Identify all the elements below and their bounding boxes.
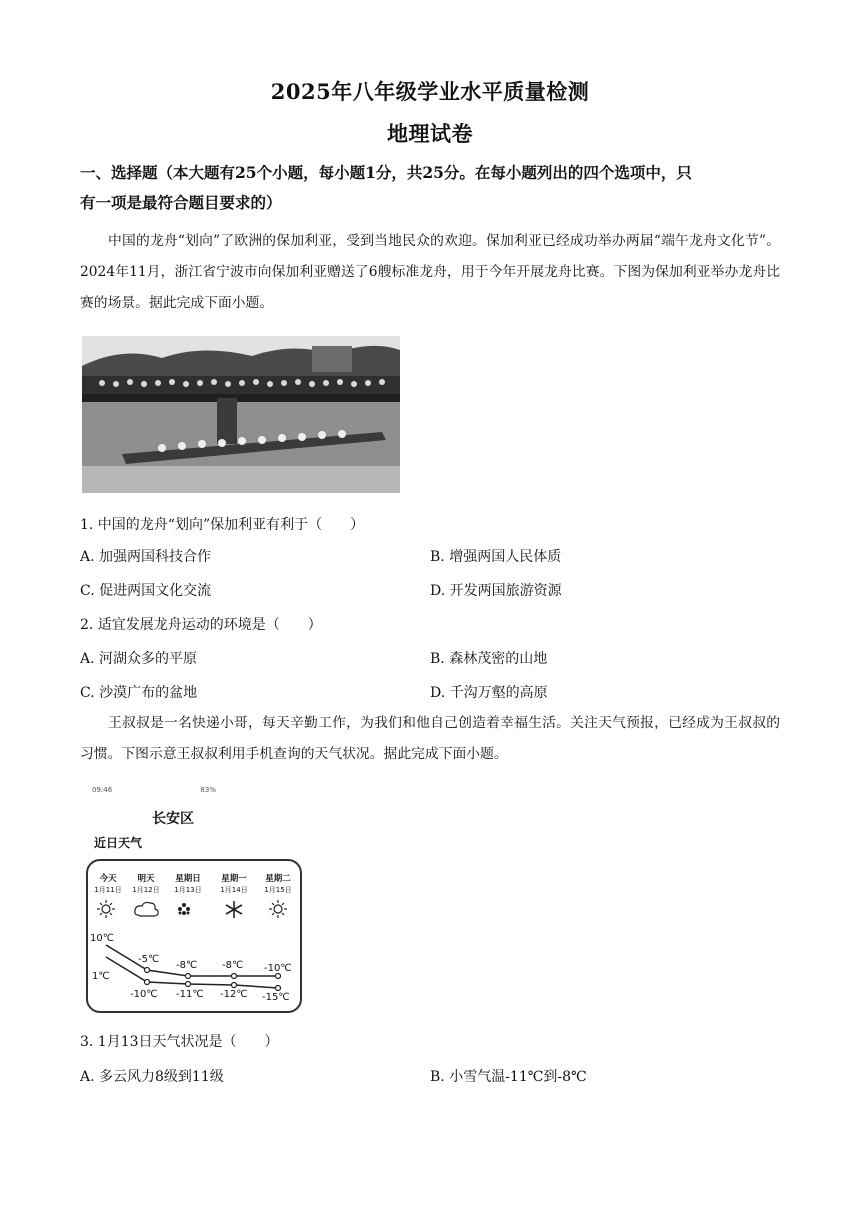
high-temp-point (232, 974, 237, 979)
weather-forecast-card (86, 859, 302, 1013)
light-snow-icon (178, 903, 190, 915)
phone-weather-screenshot (82, 786, 304, 1018)
high-temp-label: 10℃ (90, 933, 114, 944)
low-temp-point (186, 982, 191, 987)
question-3-option-b[interactable]: B. 小雪气温-11℃到-8℃ (430, 1069, 587, 1085)
question-2-option-c[interactable]: C. 沙漠广布的盆地 (80, 685, 198, 701)
section-heading (80, 158, 780, 218)
dragon-boat-photo (82, 336, 400, 493)
day-date: 1月12日 (132, 886, 160, 894)
sun-icon (269, 900, 287, 918)
sun-icon (97, 900, 115, 918)
high-temp-point (276, 974, 281, 979)
status-time: 09:46 (92, 786, 113, 794)
high-temp-label: -8℃ (222, 960, 244, 971)
question-1-option-b[interactable]: B. 增强两国人民体质 (430, 549, 562, 565)
high-temp-label: -5℃ (138, 954, 160, 965)
low-temp-point (232, 983, 237, 988)
exam-title: 2025年八年级学业水平质量检测 (270, 79, 590, 104)
day-date: 1月14日 (220, 886, 248, 894)
day-name: 星期二 (265, 874, 291, 884)
day-date: 1月15日 (264, 886, 292, 894)
high-temp-point (186, 974, 191, 979)
status-battery: 83% (200, 786, 216, 794)
low-temp-label: -12℃ (220, 989, 248, 1000)
section-heading-line2: 有一项是最符合题目要求的） (80, 193, 282, 212)
high-temp-label: -8℃ (176, 960, 198, 971)
low-temp-label: -11℃ (176, 989, 204, 1000)
question-1-option-a[interactable]: A. 加强两国科技合作 (80, 549, 212, 565)
weather-city: 长安区 (152, 811, 194, 827)
question-3-option-a[interactable]: A. 多云风力8级到11级 (80, 1069, 224, 1085)
question-1-stem: 1. 中国的龙舟“划向”保加利亚有利于（ ） (80, 517, 365, 533)
phone-status-bar (92, 786, 216, 794)
day-date: 1月13日 (174, 886, 202, 894)
high-temp-label: -10℃ (264, 963, 292, 974)
weather-section-title: 近日天气 (94, 836, 143, 850)
cloud-icon (135, 902, 158, 916)
high-temp-point (145, 968, 150, 973)
question-2-stem: 2. 适宜发展龙舟运动的环境是（ ） (80, 617, 322, 633)
passage-dragon-boat: 中国的龙舟“划向”了欧洲的保加利亚，受到当地民众的欢迎。保加利亚已经成功举办两届“端午龙舟文化节”。2024年11月，浙江省宁波市向保加利亚赠送了6艘标准龙舟，用于今年开展龙舟比赛。下图为保加利亚举办龙舟比赛的场景。据此完成下面小题。 (80, 233, 780, 311)
day-name: 星期一 (221, 874, 247, 884)
question-3-stem: 3. 1月13日天气状况是（ ） (80, 1034, 279, 1050)
low-temp-point (276, 986, 281, 991)
day-name: 星期日 (175, 874, 201, 884)
section-heading-line1: 一、选择题（本大题有25个小题，每小题1分，共25分。在每小题列出的四个选项中，只 (80, 163, 692, 182)
question-2-option-a[interactable]: A. 河湖众多的平原 (80, 651, 198, 667)
low-temp-point (145, 980, 150, 985)
day-name: 明天 (137, 874, 155, 884)
day-name: 今天 (99, 874, 117, 884)
question-2-option-b[interactable]: B. 森林茂密的山地 (430, 651, 548, 667)
passage-weather: 王叔叔是一名快递小哥，每天辛勤工作，为我们和他自己创造着幸福生活。关注天气预报，已经成为王叔叔的习惯。下图示意王叔叔利用手机查询的天气状况。据此完成下面小题。 (80, 715, 780, 762)
snow-icon (226, 901, 242, 918)
question-2-option-d[interactable]: D. 千沟万壑的高原 (430, 685, 548, 701)
day-date: 1月11日 (94, 886, 122, 894)
low-temp-label: -10℃ (130, 989, 158, 1000)
exam-subtitle: 地理试卷 (387, 121, 473, 146)
question-1-option-c[interactable]: C. 促进两国文化交流 (80, 583, 212, 599)
dragon-boat-illustration (82, 336, 400, 493)
low-temp-label: 1℃ (92, 971, 110, 982)
question-1-option-d[interactable]: D. 开发两国旅游资源 (430, 583, 562, 599)
low-temp-label: -15℃ (262, 992, 290, 1003)
